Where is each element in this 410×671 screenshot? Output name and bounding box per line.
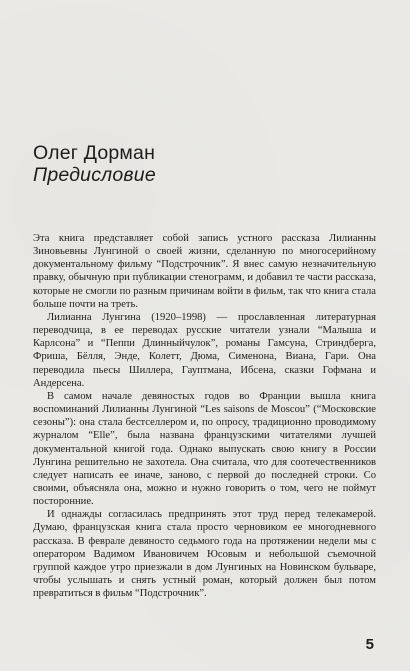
page-number: 5 [365,636,374,653]
author-name: Олег Дорман [33,142,156,164]
paragraph-3: В самом начале девяностых годов во Франции вышла книга воспоминаний Лилианны Лунгиной “Les saisons de Moscou” (“Московские сезоны”): она стала бестселлером и, по опросу, традиционно проводимому журналом “Elle”, была названа французскими читателями лучшей документальной книгой года. Однако выпускать свою книгу в России Лунгина решительно не захотела. Она считала, что для соотечественников следует написать ее иначе, заново, с первой до последней строки. Со своими, объясняла она, можно и нужно говорить о том, чего не поймут посторонние. [33,390,376,508]
body-text [33,232,376,600]
paragraph-1: Эта книга представляет собой запись устного рассказа Лилианны Зиновьевны Лунгиной о своей жизни, сделанную по многосерийному документальному фильму “Подстрочник”. Я внес самую незначительную правку, обычную при публикации стенограмм, и добавил те части рассказа, которые не смогли по разным причинам войти в фильм, так что книга стала больше почти на треть. [33,233,376,310]
paragraph-2: Лилианна Лунгина (1920–1998) — прославленная литературная переводчица, в ее переводах русские читатели узнали “Малыша и Карлсона” и “Пеппи Длинныйчулок”, романы Гамсуна, Стриндберга, Фриша, Бёлля, Энде, Колетт, Дюма, Сименона, Виана, Гари. Она переводила пьесы Шиллера, Гауптмана, Ибсена, сказки Гофмана и Андерсена. [33,311,376,389]
paragraph-4: И однажды согласилась предпринять этот труд перед телекамерой. Думаю, французская книга стала просто черновиком ее многодневного рассказа. В феврале девяносто седьмого года на протяжении недели мы с оператором Вадимом Ивановичем Юсовым и небольшой съемочной группой каждое утро приезжали в дом Лунгиных на Новинском бульваре, чтобы услышать и снять устный роман, который должен был потом превратиться в фильм “Подстрочник”. [33,509,376,600]
section-title: Предисловие [33,164,156,186]
